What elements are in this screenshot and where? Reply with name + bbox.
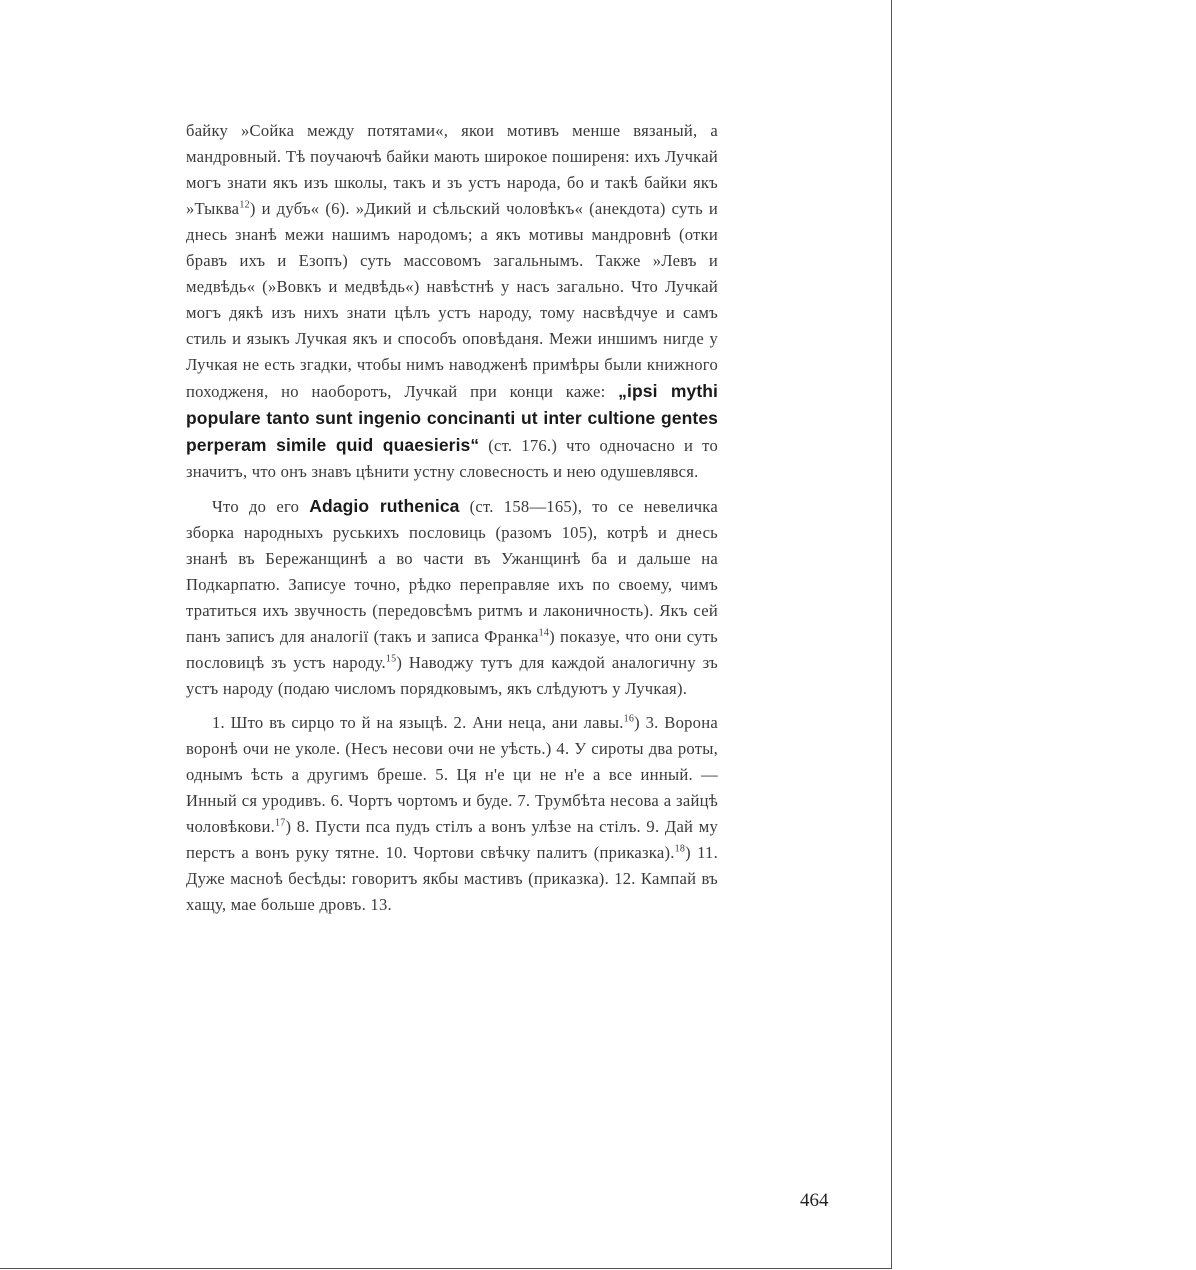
paragraph-2 bbox=[186, 493, 718, 702]
latin-quote: „ipsi mythi populare tanto sunt ingenio concinanti ut inter cultione gentes perperam simile quid quaesieris“ bbox=[186, 381, 718, 455]
footnote-ref-17: 17 bbox=[274, 817, 286, 829]
paragraph-3-text-c: ) 8. Пусти пса пудъ стілъ а вонъ улѣзе на стілъ. 9. Дай му перстъ а вонъ руку тятне. 10. Чортови свѣчку палитъ (приказка). bbox=[186, 817, 718, 862]
paragraph-1-text-c: (ст. 176.) что одночасно и то значитъ, что онъ знавъ цѣнити устну словесность и нею одушевлявся. bbox=[186, 436, 719, 481]
paragraph-1-text-b: ) и дубъ« (6). »Дикий и сѣльский чоловѣкъ« (анекдота) суть и днесь знанѣ межи нашимъ народомъ; а якъ мотивы мандровнѣ (отки бравъ ихъ и Езопъ) суть массовомъ загальнымъ. Также »Левъ и медвѣдь« (»Вовкъ и медвѣдь«) навѣстнѣ у насъ загально. Что Лучкай могъ дякѣ изъ нихъ знати цѣлъ устъ народу, тому насвѣдчуе и самъ стиль и языкъ Лучкая якъ и способъ оповѣданя. Межи иншимъ нигде у Лучкая не есть згадки, чтобы нимъ наводженѣ примѣры были книжного походженя, но наоборотъ, Лучкай при конци каже: bbox=[186, 199, 718, 401]
paragraph-2-text-b: (ст. 158—165), то се невеличка зборка народныхъ руськихъ пословиць (разомъ 105), котрѣ и днесь знанѣ въ Бережанщинѣ а во части въ Ужанщинѣ ба и дальше на Подкарпатю. Записуе точно, рѣдко переправляе ихъ по своему, чимъ тратиться ихъ звучность (передовсѣмъ ритмъ и лаконичность). Якъ сей панъ записъ для аналогії (такъ и записа Франка bbox=[186, 497, 718, 646]
paragraph-1 bbox=[186, 118, 718, 485]
paragraph-2-text-c: ) показуе, что они суть пословицѣ зъ устъ народу. bbox=[186, 627, 718, 672]
footnote-ref-16: 16 bbox=[623, 713, 635, 725]
paragraph-3-text-a: 1. Што въ сирцо то й на языцѣ. 2. Ани неца, ани лавы. bbox=[212, 713, 624, 732]
paragraph-3 bbox=[186, 710, 718, 918]
footnote-ref-12: 12 bbox=[239, 199, 250, 211]
footnote-ref-15: 15 bbox=[385, 653, 397, 665]
paragraph-3-text-d: ) 11. Дуже масноѣ бесѣды: говоритъ якбы мастивъ (приказка). 12. Кампай въ хащу, мае больше дровъ. 13. bbox=[186, 843, 718, 914]
footnote-ref-18: 18 bbox=[674, 843, 686, 855]
paragraph-2-text-d: ) Наводжу тутъ для каждой аналогичну зъ устъ народу (подаю числомъ порядковымъ, якъ слѣдуютъ у Лучкая). bbox=[186, 653, 718, 698]
paragraph-2-text-a: Что до его bbox=[212, 497, 300, 516]
paragraph-1-text-a: байку »Сойка между потятами«, якои мотивъ менше вязаный, а мандровный. Тѣ поучаючѣ байки мають широкое поширеня: ихъ Лучкай могъ знати якъ изъ школы, такъ и зъ устъ народа, бо и такѣ байки якъ »Тыква bbox=[186, 121, 718, 218]
footnote-ref-14: 14 bbox=[538, 627, 550, 639]
body-text bbox=[186, 118, 718, 918]
page-number: 464 bbox=[800, 1190, 829, 1211]
paragraph-3-text-b: ) 3. Ворона воронѣ очи не уколе. (Несъ несови очи не уѣсть.) 4. У сироты два роты, однымъ ѣсть а другимъ бреше. 5. Ця н'е ци не н'е а все инный. — Инный ся уродивъ. 6. Чортъ чортомъ и буде. 7. Трумбѣта несова а зайцѣ чоловѣкови. bbox=[186, 713, 718, 836]
adagio-title: Adagio ruthenica bbox=[309, 496, 460, 516]
